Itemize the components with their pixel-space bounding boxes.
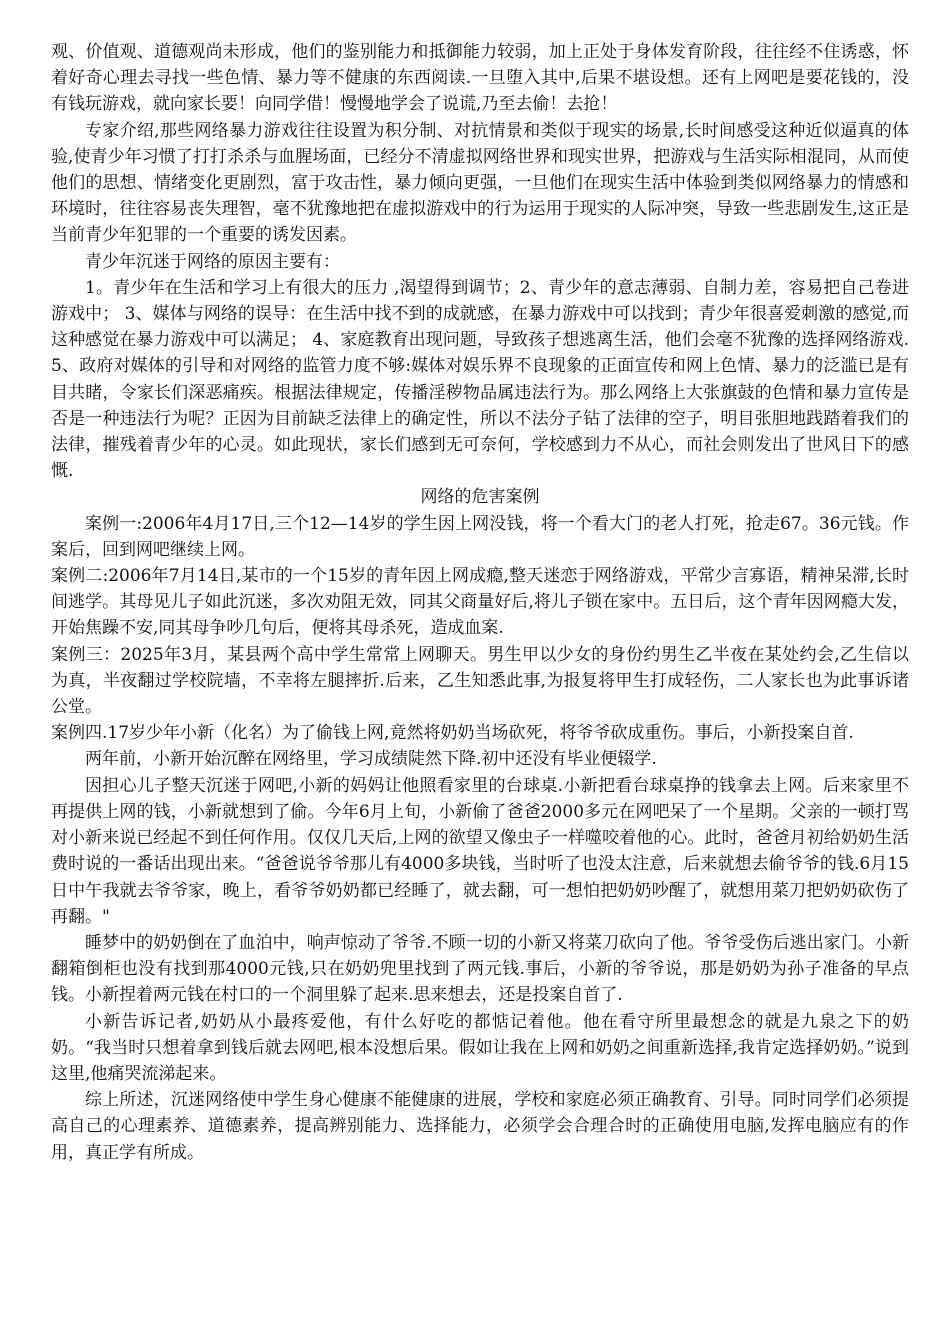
paragraph-intro-continued: 观、价值观、道德观尚未形成，他们的鉴别能力和抵御能力较弱，加上正处于身体发育阶段，往往经不住诱惑，怀着好奇心理去寻找一些色情、暴力等不健康的东西阅读.一旦堕入其中,后果不堪设想。还有上网吧是要花钱的，没有钱玩游戏，就向家长要！向同学借！慢慢地学会了说谎,乃至去偷！去抢！ <box>51 42 909 115</box>
paragraph-case-four-details: 因担心儿子整天沉迷于网吧,小新的妈妈让他照看家里的台球桌.小新把看台球桌挣的钱拿去上网。后来家里不再提供上网的钱，小新就想到了偷。今年6月上旬，小新偷了爸爸2000多元在网吧呆了一个星期。父亲的一顿打骂对小新来说已经起不到任何作用。仅仅几天后,上网的欲望又像虫子一样噬咬着他的心。此时，爸爸月初给奶奶生活费时说的一番话出现出来。“爸爸说爷爷那儿有4000多块钱，当时听了也没太注意，后来就想去偷爷爷的钱.6月15日中午我就去爷爷家，晚上，看爷爷奶奶都已经睡了，就去翻，可一想怕把奶奶吵醒了，就想用菜刀把奶奶砍伤了再翻。" <box>51 775 909 927</box>
paragraph-case-four-background: 两年前，小新开始沉醉在网络里，学习成绩陡然下降.初中还没有毕业便辍学. <box>85 749 657 770</box>
paragraph-conclusion: 综上所述，沉迷网络使中学生身心健康不能健康的进展，学校和家庭必须正确教育、引导。同时同学们必须提高自己的心理素养、道德素养，提高辨别能力、选择能力，必须学会合理合时的正确使用电脑,发挥电脑应有的作用，真正学有所成。 <box>51 1090 909 1163</box>
paragraph-case-one: 案例一:2006年4月17日,三个12—14岁的学生因上网没钱，将一个看大门的老人打死，抢走67。36元钱。作案后，回到网吧继续上网。 <box>51 513 909 560</box>
paragraph-expert-introduction: 专家介绍,那些网络暴力游戏往往设置为积分制、对抗情景和类似于现实的场景,长时间感受这种近似逼真的体验,使青少年习惯了打打杀杀与血腥场面，已经分不清虚拟网络世界和现实世界，把游戏与生活实际相混同，从而使他们的思想、情绪变化更剧烈，富于攻击性，暴力倾向更强，一旦他们在现实生活中体验到类似网络暴力的情感和环境时，往往容易丧失理智，毫不犹豫地把在虚拟游戏中的行为运用于现实的人际冲突，导致一些悲剧发生,这正是当前青少年犯罪的一个重要的诱发因素。 <box>51 120 909 246</box>
paragraph-case-three: 案例三：2025年3月，某县两个高中学生常常上网聊天。男生甲以少女的身份约男生乙半夜在某处约会,乙生信以为真，半夜翻过学校院墙，不幸将左腿摔折.后来，乙生知悉此事,为报复将甲生打成轻伤，二人家长也为此事诉诸公堂。 <box>51 644 909 718</box>
section-title-harm-cases: 网络的危害案例 <box>420 487 540 508</box>
paragraph-causes-list: 1。青少年在生活和学习上有很大的压力 ,渴望得到调节；2、青少年的意志薄弱、自制力差，容易把自己卷进游戏中； 3、媒体与网络的误导：在生活中找不到的成就感，在暴力游戏中可以找到；青少年很喜爱刺激的感觉,而这种感觉在暴力游戏中可以满足； 4、家庭教育出现问题，导致孩子想逃离生活，他们会毫不犹豫的选择网络游戏. 5、政府对媒体的引导和对网络的监管力度不够:媒体对娱乐界不良现象的正面宣传和网上色情、暴力的泛滥已是有目共睹，令家长们深恶痛疾。根据法律规定，传播淫秽物品属违法行为。那么网络上大张旗鼓的色情和暴力宣传是否是一种违法行为呢？正因为目前缺乏法律上的确定性，所以不法分子钻了法律的空子，明目张胆地践踏着我们的法律，摧残着青少年的心灵。如此现状，家长们感到无可奈何，学校感到力不从心，而社会则发出了世风日下的感慨. <box>51 277 909 482</box>
paragraph-causes-heading: 青少年沉迷于网络的原因主要有： <box>85 251 340 272</box>
paragraph-case-four-regret: 小新告诉记者,奶奶从小最疼爱他，有什么好吃的都惦记着他。他在看守所里最想念的就是九泉之下的奶奶。“我当时只想着拿到钱后就去网吧,根本没想后果。假如让我在上网和奶奶之间重新选择,我肯定选择奶奶。”说到这里,他痛哭流涕起来。 <box>51 1011 909 1084</box>
paragraph-case-two: 案例二:2006年7月14日,某市的一个15岁的青年因上网成瘾,整天迷恋于网络游戏，平常少言寡语，精神呆滞,长时间逃学。其母见儿子如此沉迷，多次劝阻无效，同其父商量好后,将儿子锁在家中。五日后，这个青年因网瘾大发，开始焦躁不安,同其母争吵几句后，便将其母杀死，造成血案. <box>51 566 909 639</box>
paragraph-case-four-crime: 睡梦中的奶奶倒在了血泊中，响声惊动了爷爷.不顾一切的小新又将菜刀砍向了他。爷爷受伤后逃出家门。小新翻箱倒柜也没有找到那4000元钱,只在奶奶兜里找到了两元钱.事后，小新的爷爷说，那是奶奶为孙子准备的早点钱。小新捏着两元钱在村口的一个洞里躲了起来.思来想去，还是投案自首了. <box>51 932 909 1006</box>
paragraph-case-four: 案例四.17岁少年小新（化名）为了偷钱上网,竟然将奶奶当场砍死，将爷爷砍成重伤。事后，小新投案自首. <box>51 723 854 744</box>
document-page <box>51 39 909 1166</box>
